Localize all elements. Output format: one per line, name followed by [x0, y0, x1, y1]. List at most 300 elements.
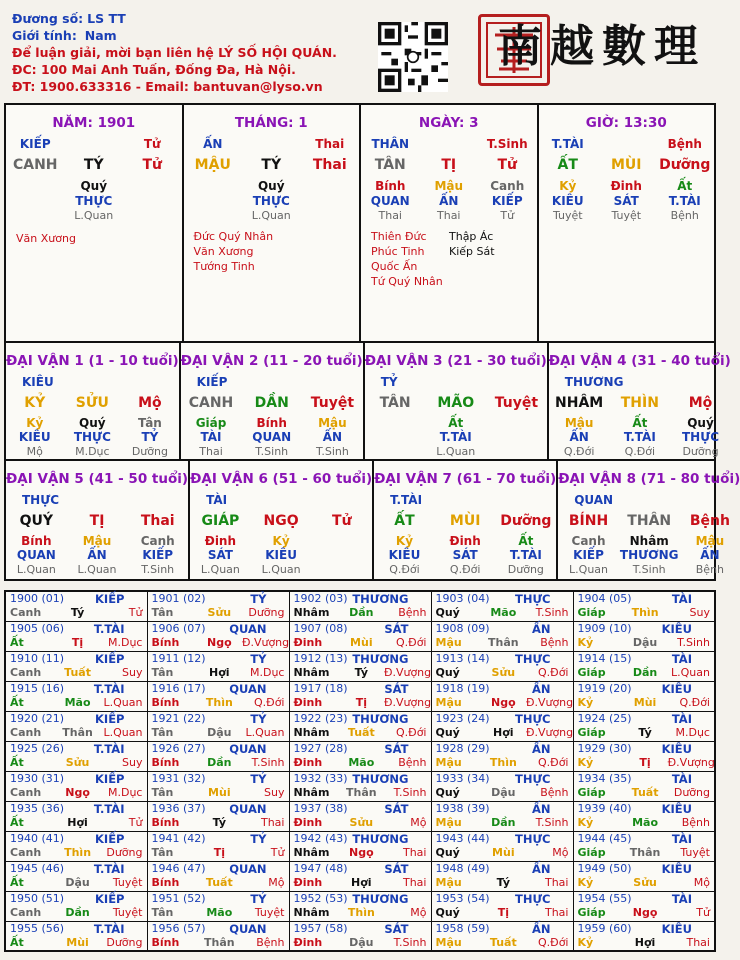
year-cell-head: [152, 712, 285, 726]
year-god: SÁT: [384, 801, 409, 816]
dai-van-god: TÀI: [206, 493, 228, 507]
year-cell-body: [151, 635, 290, 650]
year-god: ẤN: [531, 921, 551, 936]
pillar-stars-left: [16, 231, 76, 246]
year-cell-body: [436, 786, 569, 800]
year-cell: [289, 591, 431, 621]
dai-van-cell: [6, 461, 190, 579]
year-cell-body: [294, 726, 427, 740]
dai-van-stem-branch-row-cell: Tuyệt: [494, 395, 539, 411]
year-cell-head: [10, 742, 143, 756]
year-label: 1948 (49): [435, 861, 490, 875]
dai-van-phase-row-cell: L.Quan: [77, 563, 117, 576]
dai-van-phase-row-cell: L.Quan: [261, 563, 301, 576]
year-stem: Quý: [435, 725, 460, 739]
year-cell-head: [152, 892, 285, 906]
pillar-hidden-god-row: [6, 194, 182, 208]
year-branch: Tị: [213, 845, 225, 859]
phone-email-line: ĐT: 1900.633316 - Email: bantuvan@lyso.vn: [12, 79, 323, 94]
year-row: [5, 591, 715, 621]
year-phase: Tử: [128, 815, 143, 829]
dai-van-stem-branch-row-cell: DẦN: [254, 395, 289, 411]
dai-van-hidden-god-row-cell: KIÊU: [265, 548, 297, 562]
year-label: 1925 (26): [10, 741, 65, 755]
year-phase: Thai: [402, 875, 427, 889]
year-cell-head: [436, 832, 569, 846]
year-branch: Hợi: [493, 725, 514, 739]
year-phase: Q.Đới: [538, 935, 569, 949]
year-branch: Hợi: [351, 875, 372, 889]
year-cell: [5, 921, 147, 951]
label-owner: Đương số:: [12, 11, 84, 26]
year-god: THỰC: [514, 711, 551, 726]
year-god: TÀI: [671, 891, 692, 906]
year-label: 1936 (37): [151, 801, 206, 815]
year-stem: Đinh: [293, 695, 323, 709]
year-cell-head: [10, 712, 143, 726]
dai-van-phase-row: [374, 563, 556, 576]
dai-van-hidden-god-row-cell: TÀI: [200, 430, 222, 444]
year-cell: [147, 771, 289, 801]
year-cell-body: [294, 636, 427, 650]
year-stem: Kỷ: [577, 635, 594, 649]
dai-van-hidden-god-row: [6, 430, 179, 444]
year-phase: Đ.Vượng: [383, 695, 432, 709]
dai-van-hidden-god-row: [190, 548, 372, 562]
year-god: TÀI: [671, 592, 692, 606]
year-cell-head: [436, 652, 569, 666]
year-cell: [431, 681, 573, 711]
year-branch: Sửu: [349, 815, 374, 829]
year-label: 1933 (34): [435, 771, 490, 785]
year-phase: Thai: [686, 935, 710, 949]
year-label: 1959 (60): [577, 921, 632, 935]
dai-van-phase-row-cell: T.Sinh: [315, 445, 349, 458]
year-cell-head: [436, 742, 569, 756]
dai-van-phase-row: [190, 563, 372, 576]
dai-van-cell: [549, 343, 731, 459]
year-label: 1935 (36): [10, 801, 65, 815]
year-cell: [431, 771, 573, 801]
year-phase: Tuyệt: [680, 845, 710, 859]
year-stem: Nhâm: [293, 725, 330, 739]
year-label: 1919 (20): [577, 681, 632, 695]
year-cell-body: [10, 876, 143, 890]
pillar-hidden-god-row: [184, 194, 360, 208]
year-cell-body: [436, 636, 569, 650]
year-row: [5, 681, 715, 711]
year-cell-body: [294, 846, 427, 860]
year-phase: Mộ: [268, 875, 285, 889]
dai-van-hidden-stem-row-cell: Giáp: [195, 416, 227, 430]
dai-van-hidden-god-row-cell: KIÊU: [388, 548, 421, 562]
pillar-god-row-cell: Bệnh: [667, 137, 702, 151]
year-god: KIÊU: [661, 921, 692, 936]
year-label: 1918 (19): [435, 681, 490, 695]
year-cell-head: [294, 892, 427, 906]
dai-van-stem-branch-row-cell: Tuyệt: [310, 395, 355, 411]
year-stem: Tân: [151, 665, 174, 679]
year-branch: Sửu: [207, 606, 232, 619]
dai-van-hidden-god-row: [374, 548, 556, 562]
year-god: TỶ: [250, 891, 267, 906]
dai-van-hidden-god-row: [365, 430, 547, 444]
year-label: 1912 (13): [293, 651, 348, 665]
dai-van-hidden-stem-row: [558, 534, 740, 548]
star-item: Tướng Tinh: [193, 260, 255, 273]
year-branch: Mùi: [492, 845, 515, 859]
year-cell-body: [578, 606, 711, 620]
year-cell-body: [152, 606, 285, 620]
year-cell-head: [436, 622, 569, 636]
year-branch: Thân: [629, 845, 661, 859]
year-phase: Bệnh: [398, 606, 427, 619]
year-god: KIẾP: [95, 831, 125, 846]
year-phase: Tử: [696, 905, 710, 919]
year-label: 1953 (54): [435, 891, 490, 905]
year-label: 1957 (58): [293, 921, 348, 935]
year-cell-head: [578, 802, 711, 816]
pillar-god-row: [539, 137, 715, 151]
year-cell-head: [578, 922, 711, 936]
pillar-stem-branch-row-cell: TÝ: [261, 157, 282, 173]
dai-van-hidden-stem-row-cell: Ất: [448, 416, 464, 430]
year-cell-head: [578, 592, 711, 606]
pillar-god-row: [184, 137, 360, 151]
year-cell-head: [152, 592, 285, 606]
year-stem: Ất: [10, 695, 24, 709]
year-phase: Mộ: [410, 815, 427, 829]
year-stem: Ất: [10, 935, 24, 949]
year-cell-head: [294, 742, 427, 756]
year-label: 1903 (04): [435, 592, 490, 605]
dai-van-phase-row-cell: Thai: [199, 445, 223, 458]
pillar-title: GIỜ: 13:30: [585, 115, 667, 131]
year-stem: Tân: [151, 845, 174, 859]
year-branch: Mão: [206, 905, 233, 919]
year-cell: [147, 921, 289, 951]
dai-van-stem-branch-row: [190, 513, 372, 529]
year-god: SÁT: [384, 741, 409, 756]
year-branch: Tý: [354, 665, 369, 679]
year-cell-body: [578, 786, 711, 800]
year-god: KIẾP: [95, 891, 125, 906]
year-phase: L.Quan: [245, 725, 285, 739]
year-cell-head: [436, 592, 569, 606]
pillar-hidden-stem-row-cell: Bính: [375, 179, 406, 193]
year-cell: [5, 801, 147, 831]
year-branch: Tị: [639, 755, 651, 769]
year-branch: Ngọ: [632, 905, 658, 919]
year-phase: Tử: [270, 845, 285, 859]
dai-van-phase-row-cell: Dưỡng: [682, 445, 719, 458]
year-cell-head: [10, 832, 143, 846]
pillar-stem-branch-row-cell: TỊ: [441, 157, 457, 173]
year-phase: Dưỡng: [248, 606, 285, 619]
year-branch: Tý: [496, 875, 511, 889]
brand-title: 南越數理: [498, 21, 706, 72]
year-cell-body: [435, 695, 574, 710]
year-phase: L.Quan: [103, 695, 143, 709]
year-stem: Ất: [10, 815, 24, 829]
year-god: ẤN: [531, 621, 551, 636]
dai-van-stem-branch-row: [365, 395, 547, 411]
year-branch: Hợi: [634, 935, 656, 949]
pillar-stem-branch-row: [6, 157, 182, 173]
year-cell-head: [294, 922, 427, 936]
dai-van-stem-branch-row-cell: NHÂM: [555, 395, 604, 411]
dai-van-stem-branch-row-cell: NGỌ: [263, 513, 299, 529]
dai-van-stem-branch-row: [558, 513, 740, 529]
dai-van-hidden-stem-row-cell: Mậu: [695, 534, 725, 548]
year-phase: Thai: [544, 905, 569, 919]
dai-van-phase-row: [6, 563, 188, 576]
dai-van-hidden-stem-row: [6, 534, 188, 548]
year-phase: T.Sinh: [393, 935, 427, 949]
year-cell-body: [10, 726, 143, 740]
pillar-phase-row-cell: L.Quan: [74, 209, 114, 222]
year-stem: Nhâm: [293, 845, 330, 859]
year-cell-body: [152, 726, 285, 740]
dai-van-stem-branch-row-cell: Tử: [332, 513, 352, 529]
year-label: 1934 (35): [577, 771, 632, 785]
pillar-phase-row: [184, 209, 360, 222]
dai-van-hidden-stem-row-cell: Tân: [137, 416, 162, 430]
pillar-hidden-stem-row-cell: Canh: [490, 179, 525, 193]
year-branch: Tuất: [64, 665, 91, 679]
year-cell-head: [294, 682, 427, 696]
year-cell: [573, 681, 715, 711]
year-branch: Ngọ: [65, 785, 90, 799]
year-cell: [431, 621, 573, 651]
year-stem: Kỷ: [577, 815, 594, 829]
year-stem: Ất: [10, 755, 24, 769]
pillar-stem-branch-row-cell: Tử: [142, 157, 163, 173]
year-label: 1930 (31): [10, 771, 65, 785]
year-branch: Thìn: [205, 695, 233, 709]
pillar-hidden-stem-row: [6, 179, 182, 193]
year-cell-head: [578, 712, 711, 726]
year-cell-body: [152, 786, 285, 800]
dai-van-cell: [181, 343, 365, 459]
year-table: [4, 590, 716, 952]
pillar-god-row-cell: ẤN: [203, 137, 223, 151]
pillar-hidden-god-row: [539, 194, 715, 208]
year-stem: Đinh: [293, 875, 323, 889]
year-cell-head: [578, 622, 711, 636]
year-label: 1944 (45): [577, 831, 632, 845]
year-phase: M.Dục: [108, 785, 143, 799]
pillar-phase-row-cell: L.Quan: [251, 209, 291, 222]
year-label: 1906 (07): [151, 621, 206, 635]
year-stem: Canh: [10, 905, 42, 919]
pillar-hidden-stem-row-cell: Quý: [80, 179, 108, 193]
dai-van-god: THƯƠNG: [564, 375, 624, 389]
year-cell-head: [578, 742, 711, 756]
dai-van-hidden-god-row-cell: ẤN: [87, 548, 107, 562]
year-cell-body: [152, 906, 285, 920]
year-cell: [5, 621, 147, 651]
dai-van-stem-branch-row-cell: MÙI: [449, 513, 481, 529]
year-label: 1955 (56): [10, 921, 65, 935]
year-god: T.TÀI: [93, 861, 125, 876]
year-stem: Bính: [151, 695, 180, 709]
year-stem: Giáp: [577, 606, 606, 619]
year-stem: Kỷ: [577, 875, 594, 889]
year-label: 1923 (24): [435, 711, 490, 725]
year-god: THỰC: [514, 891, 551, 906]
year-god: QUAN: [229, 741, 267, 756]
star-item: Phúc Tinh: [371, 245, 425, 258]
year-cell-body: [436, 666, 569, 680]
year-stem: Bính: [151, 635, 180, 649]
year-phase: Đ.Vượng: [525, 695, 574, 709]
year-god: T.TÀI: [93, 921, 125, 936]
year-branch: Thân: [488, 635, 519, 649]
year-label: 1937 (38): [293, 801, 348, 815]
year-cell-body: [577, 755, 715, 770]
year-stem: Mậu: [435, 815, 462, 829]
dai-van-phase-row-cell: Mộ: [26, 445, 43, 458]
year-label: 1952 (53): [293, 891, 348, 905]
year-phase: T.Sinh: [535, 606, 569, 619]
year-stem: Giáp: [577, 725, 606, 739]
year-branch: Mão: [632, 815, 659, 829]
year-label: 1938 (39): [435, 801, 490, 815]
year-label: 1928 (29): [435, 741, 490, 755]
year-label: 1901 (02): [151, 592, 206, 605]
dai-van-hidden-god-row-cell: QUAN: [16, 548, 56, 562]
pillar-hidden-stem-row: [184, 179, 360, 193]
year-cell-body: [436, 606, 569, 620]
year-label: 1908 (09): [435, 621, 490, 635]
dai-van-hidden-god-row-cell: SÁT: [207, 548, 233, 562]
dai-van-hidden-god-row-cell: THỰC: [73, 430, 111, 444]
year-label: 1911 (12): [151, 651, 206, 665]
year-label: 1954 (55): [577, 891, 632, 905]
dai-van-title: ĐẠI VẬN 1 (1 - 10 tuổi): [6, 353, 179, 369]
pillar-hidden-stem-row: [539, 179, 715, 193]
year-cell-body: [10, 606, 143, 620]
year-cell: [289, 651, 431, 681]
year-cell: [289, 831, 431, 861]
year-label: 1926 (27): [151, 741, 206, 755]
star-item: Thập Ác: [449, 230, 494, 243]
year-cell-body: [436, 906, 569, 920]
pillar-stem-branch-row-cell: ẤT: [557, 157, 578, 173]
year-branch: Tị: [71, 635, 84, 649]
year-cell-body: [10, 636, 143, 650]
year-phase: Thai: [402, 845, 427, 859]
dai-van-hidden-god-row-cell: T.TÀI: [623, 430, 656, 444]
dai-van-phase-row-cell: L.Quan: [16, 563, 56, 576]
year-phase: Thai: [260, 815, 285, 829]
year-cell-body: [294, 606, 427, 620]
dai-van-phase-row-cell: T.Sinh: [255, 445, 289, 458]
year-row: [5, 921, 715, 951]
year-cell: [289, 771, 431, 801]
dai-van-stem-branch-row-cell: Bệnh: [689, 513, 730, 529]
dai-van-hidden-god-row-cell: ẤN: [700, 548, 720, 562]
year-god: KIẾP: [95, 592, 125, 606]
year-god: KIÊU: [661, 801, 692, 816]
pillar-title: NĂM: 1901: [52, 115, 136, 131]
year-god: QUAN: [229, 681, 267, 696]
year-branch: Tý: [638, 725, 652, 739]
year-god: TỶ: [250, 771, 267, 786]
dai-van-hidden-stem-row-cell: Mậu: [82, 534, 112, 548]
dai-van-hidden-stem-row-cell: Quý: [79, 416, 106, 430]
year-cell: [431, 741, 573, 771]
dai-van-hidden-stem-row-cell: Ất: [632, 416, 648, 430]
year-phase: Thai: [544, 875, 569, 889]
year-phase: Mộ: [410, 905, 427, 919]
dai-van-hidden-stem-row-cell: Nhâm: [629, 534, 669, 548]
year-label: 1946 (47): [151, 861, 206, 875]
dai-van-hidden-stem-row: [374, 534, 556, 548]
pillar-hidden-god-row-cell: KIẾP: [491, 194, 523, 208]
year-cell-body: [578, 726, 711, 740]
year-god: KIẾP: [95, 711, 125, 726]
pillar-god-row-cell: T.TÀI: [551, 137, 584, 151]
dai-van-hidden-stem-row-cell: Đinh: [204, 534, 237, 548]
year-cell-head: [436, 772, 569, 786]
year-cell-head: [436, 922, 569, 936]
dai-van-stem-branch-row: [6, 395, 179, 411]
dai-van-hidden-god-row-cell: QUAN: [252, 430, 292, 444]
year-branch: Ngọ: [349, 845, 374, 859]
year-cell-head: [294, 652, 427, 666]
star-item: Tứ Quý Nhân: [371, 275, 443, 288]
year-label: 1914 (15): [577, 651, 632, 665]
year-cell: [5, 771, 147, 801]
year-cell-body: [436, 876, 569, 890]
year-cell-head: [10, 802, 143, 816]
year-label: 1951 (52): [151, 891, 206, 905]
year-cell-head: [152, 802, 285, 816]
year-cell: [573, 861, 715, 891]
year-phase: Đ.Vượng: [525, 725, 574, 739]
dai-van-stem-branch-row-cell: Thai: [140, 513, 175, 529]
dai-van-hidden-stem-row-cell: Canh: [140, 534, 175, 548]
year-cell-body: [10, 696, 143, 710]
dai-van-phase-row: [365, 445, 547, 458]
year-cell-body: [436, 816, 569, 830]
year-stem: Đinh: [293, 935, 323, 949]
dai-van-title: ĐẠI VẬN 5 (41 - 50 tuổi): [6, 471, 189, 487]
year-phase: L.Quan: [103, 725, 143, 739]
dai-van-hidden-stem-row-cell: Ất: [518, 534, 534, 548]
year-phase: Suy: [264, 785, 285, 799]
year-cell-head: [152, 832, 285, 846]
year-phase: Mộ: [552, 845, 569, 859]
dai-van-title: ĐẠI VẬN 4 (31 - 40 tuổi): [548, 353, 731, 369]
year-label: 1958 (59): [435, 921, 490, 935]
dai-van-stem-branch-row: [549, 395, 731, 411]
year-branch: Dần: [349, 606, 374, 619]
year-cell-body: [293, 665, 432, 680]
year-cell: [289, 681, 431, 711]
year-god: THỰC: [514, 592, 551, 606]
year-cell-body: [10, 906, 143, 920]
dai-van-god: KIẾP: [196, 375, 228, 389]
year-god: THỰC: [514, 771, 551, 786]
year-branch: Mùi: [66, 935, 89, 949]
year-row: [5, 831, 715, 861]
label-gender: Giới tính:: [12, 28, 77, 43]
year-cell-head: [436, 862, 569, 876]
year-cell: [431, 891, 573, 921]
